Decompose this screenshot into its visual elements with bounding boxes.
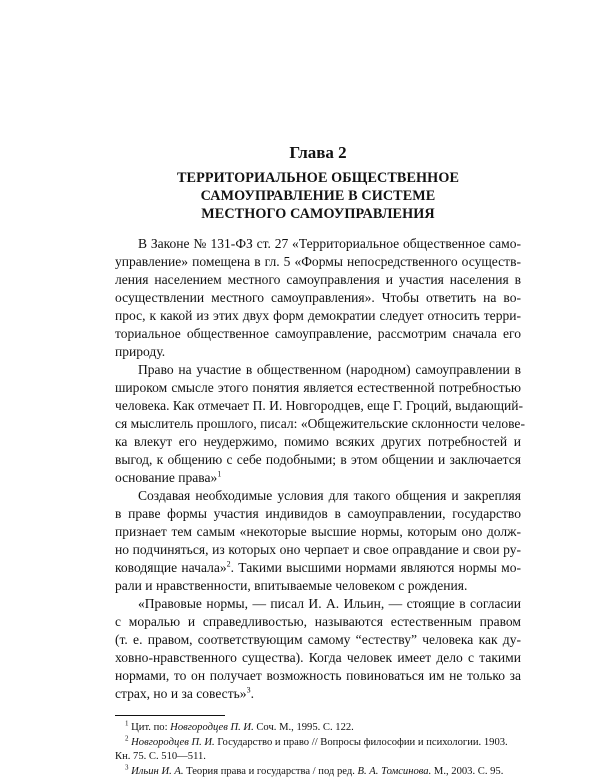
- text-line: управление» помещена в гл. 5 «Формы непосредственного осуществ-: [115, 253, 521, 271]
- footnote-editor: В. А. Томсинова.: [358, 766, 432, 777]
- footnote-number: 2: [125, 734, 129, 742]
- text-line: нормами, то он получает возможность повиноваться им не только за: [115, 667, 521, 685]
- text-fragment: . Такими высшими нормами являются нормы мо-: [231, 560, 521, 575]
- text-line: (т. е. правом, соответствующим самому “естеству” человека как ду-: [115, 631, 521, 649]
- paragraph-3: [115, 487, 521, 595]
- text-line: ка влекут его неудержимо, помимо всяких других потребностей и: [115, 433, 521, 451]
- text-line: прос, к какой из этих двух форм демократии следует относить терри-: [115, 307, 521, 325]
- footnote-ref: 1: [217, 469, 221, 478]
- text-line: человека. Как отмечает П. И. Новгородцев, еще Г. Гроций, выдающий-: [115, 397, 521, 415]
- footnote-text: Государство и право // Вопросы философии и психологии. 1903.: [215, 737, 508, 748]
- footnote-ref: 3: [247, 685, 251, 694]
- text-line: [115, 469, 521, 487]
- chapter-heading: Глава 2: [115, 143, 521, 163]
- footnotes: [115, 721, 521, 779]
- chapter-title-line: САМОУПРАВЛЕНИЕ В СИСТЕМЕ: [115, 187, 521, 205]
- footnote-text: Цит. по:: [131, 722, 170, 733]
- footnote-text: Теория права и государства / под ред.: [184, 766, 358, 777]
- text-line: с моралью и справедливостью, называются естественным правом: [115, 613, 521, 631]
- footnote-ref: 2: [227, 559, 231, 568]
- chapter-title-line: МЕСТНОГО САМОУПРАВЛЕНИЯ: [115, 205, 521, 223]
- text-line: рали и нравственности, впитываемые человеком с рождения.: [115, 577, 521, 595]
- footnote-number: 3: [125, 763, 129, 771]
- footnote-line: [115, 765, 521, 779]
- footnote-3: [115, 765, 521, 779]
- text-line: природу.: [115, 343, 521, 361]
- footnote-line: Кн. 75. С. 510—511.: [115, 750, 521, 765]
- footnote-1: [115, 721, 521, 736]
- text-line: широком смысле этого понятия является естественной потребностью: [115, 379, 521, 397]
- chapter-title-line: ТЕРРИТОРИАЛЬНОЕ ОБЩЕСТВЕННОЕ: [115, 169, 521, 187]
- text-line: в праве формы участия индивидов в самоуправлении, государство: [115, 505, 521, 523]
- text-fragment: страх, но и за совесть»: [115, 686, 247, 701]
- text-line: но подчиняться, из которых оно черпает и свое оправдание и свои ру-: [115, 541, 521, 559]
- paragraph-1: [115, 235, 521, 361]
- text-fragment: ководящие начала»: [115, 560, 227, 575]
- footnote-author: Новгородцев П. И.: [170, 722, 254, 733]
- footnote-author: Новгородцев П. И.: [131, 737, 215, 748]
- text-line: осуществлении местного самоуправления». Чтобы ответить на во-: [115, 289, 521, 307]
- text-line: страх, но и за совесть»$^3$.: [115, 685, 521, 703]
- footnote-author: Ильин И. А.: [131, 766, 183, 777]
- book-page: [115, 143, 521, 779]
- text-line: [115, 559, 521, 577]
- text-line: «Правовые нормы, — писал И. А. Ильин, — стоящие в согласии: [115, 595, 521, 613]
- paragraph-4: [115, 595, 521, 703]
- text-fragment: основание права»: [115, 470, 217, 485]
- footnote-divider: [115, 715, 225, 716]
- body-text: [115, 235, 521, 703]
- footnote-number: 1: [125, 719, 129, 727]
- footnote-text: М., 2003. С. 95.: [431, 766, 503, 777]
- text-line: выгод, к общению с себе подобными; в этом общении и заключается: [115, 451, 521, 469]
- text-line: признает тем самым «некоторые высшие нормы, которым оно долж-: [115, 523, 521, 541]
- text-line: В Законе № 131-ФЗ ст. 27 «Территориальное общественное само-: [115, 235, 521, 253]
- footnote-text: Соч. М., 1995. С. 122.: [254, 722, 354, 733]
- text-line: ховно-нравственного существа). Когда человек имеет дело с такими: [115, 649, 521, 667]
- paragraph-2: [115, 361, 521, 487]
- text-line: ся мыслитель прошлого, писал: «Общежительские склонности челове-: [115, 415, 521, 433]
- footnote-2: [115, 736, 521, 765]
- text-line: Создавая необходимые условия для такого общения и закрепляя: [115, 487, 521, 505]
- text-line: ления населением местного самоуправления и участия населения в: [115, 271, 521, 289]
- text-line: Право на участие в общественном (народном) самоуправлении в: [115, 361, 521, 379]
- text-line: ториальное общественное самоуправление, рассмотрим сначала его: [115, 325, 521, 343]
- chapter-title: [115, 169, 521, 223]
- footnote-line: [115, 721, 521, 736]
- footnote-line: [115, 736, 521, 751]
